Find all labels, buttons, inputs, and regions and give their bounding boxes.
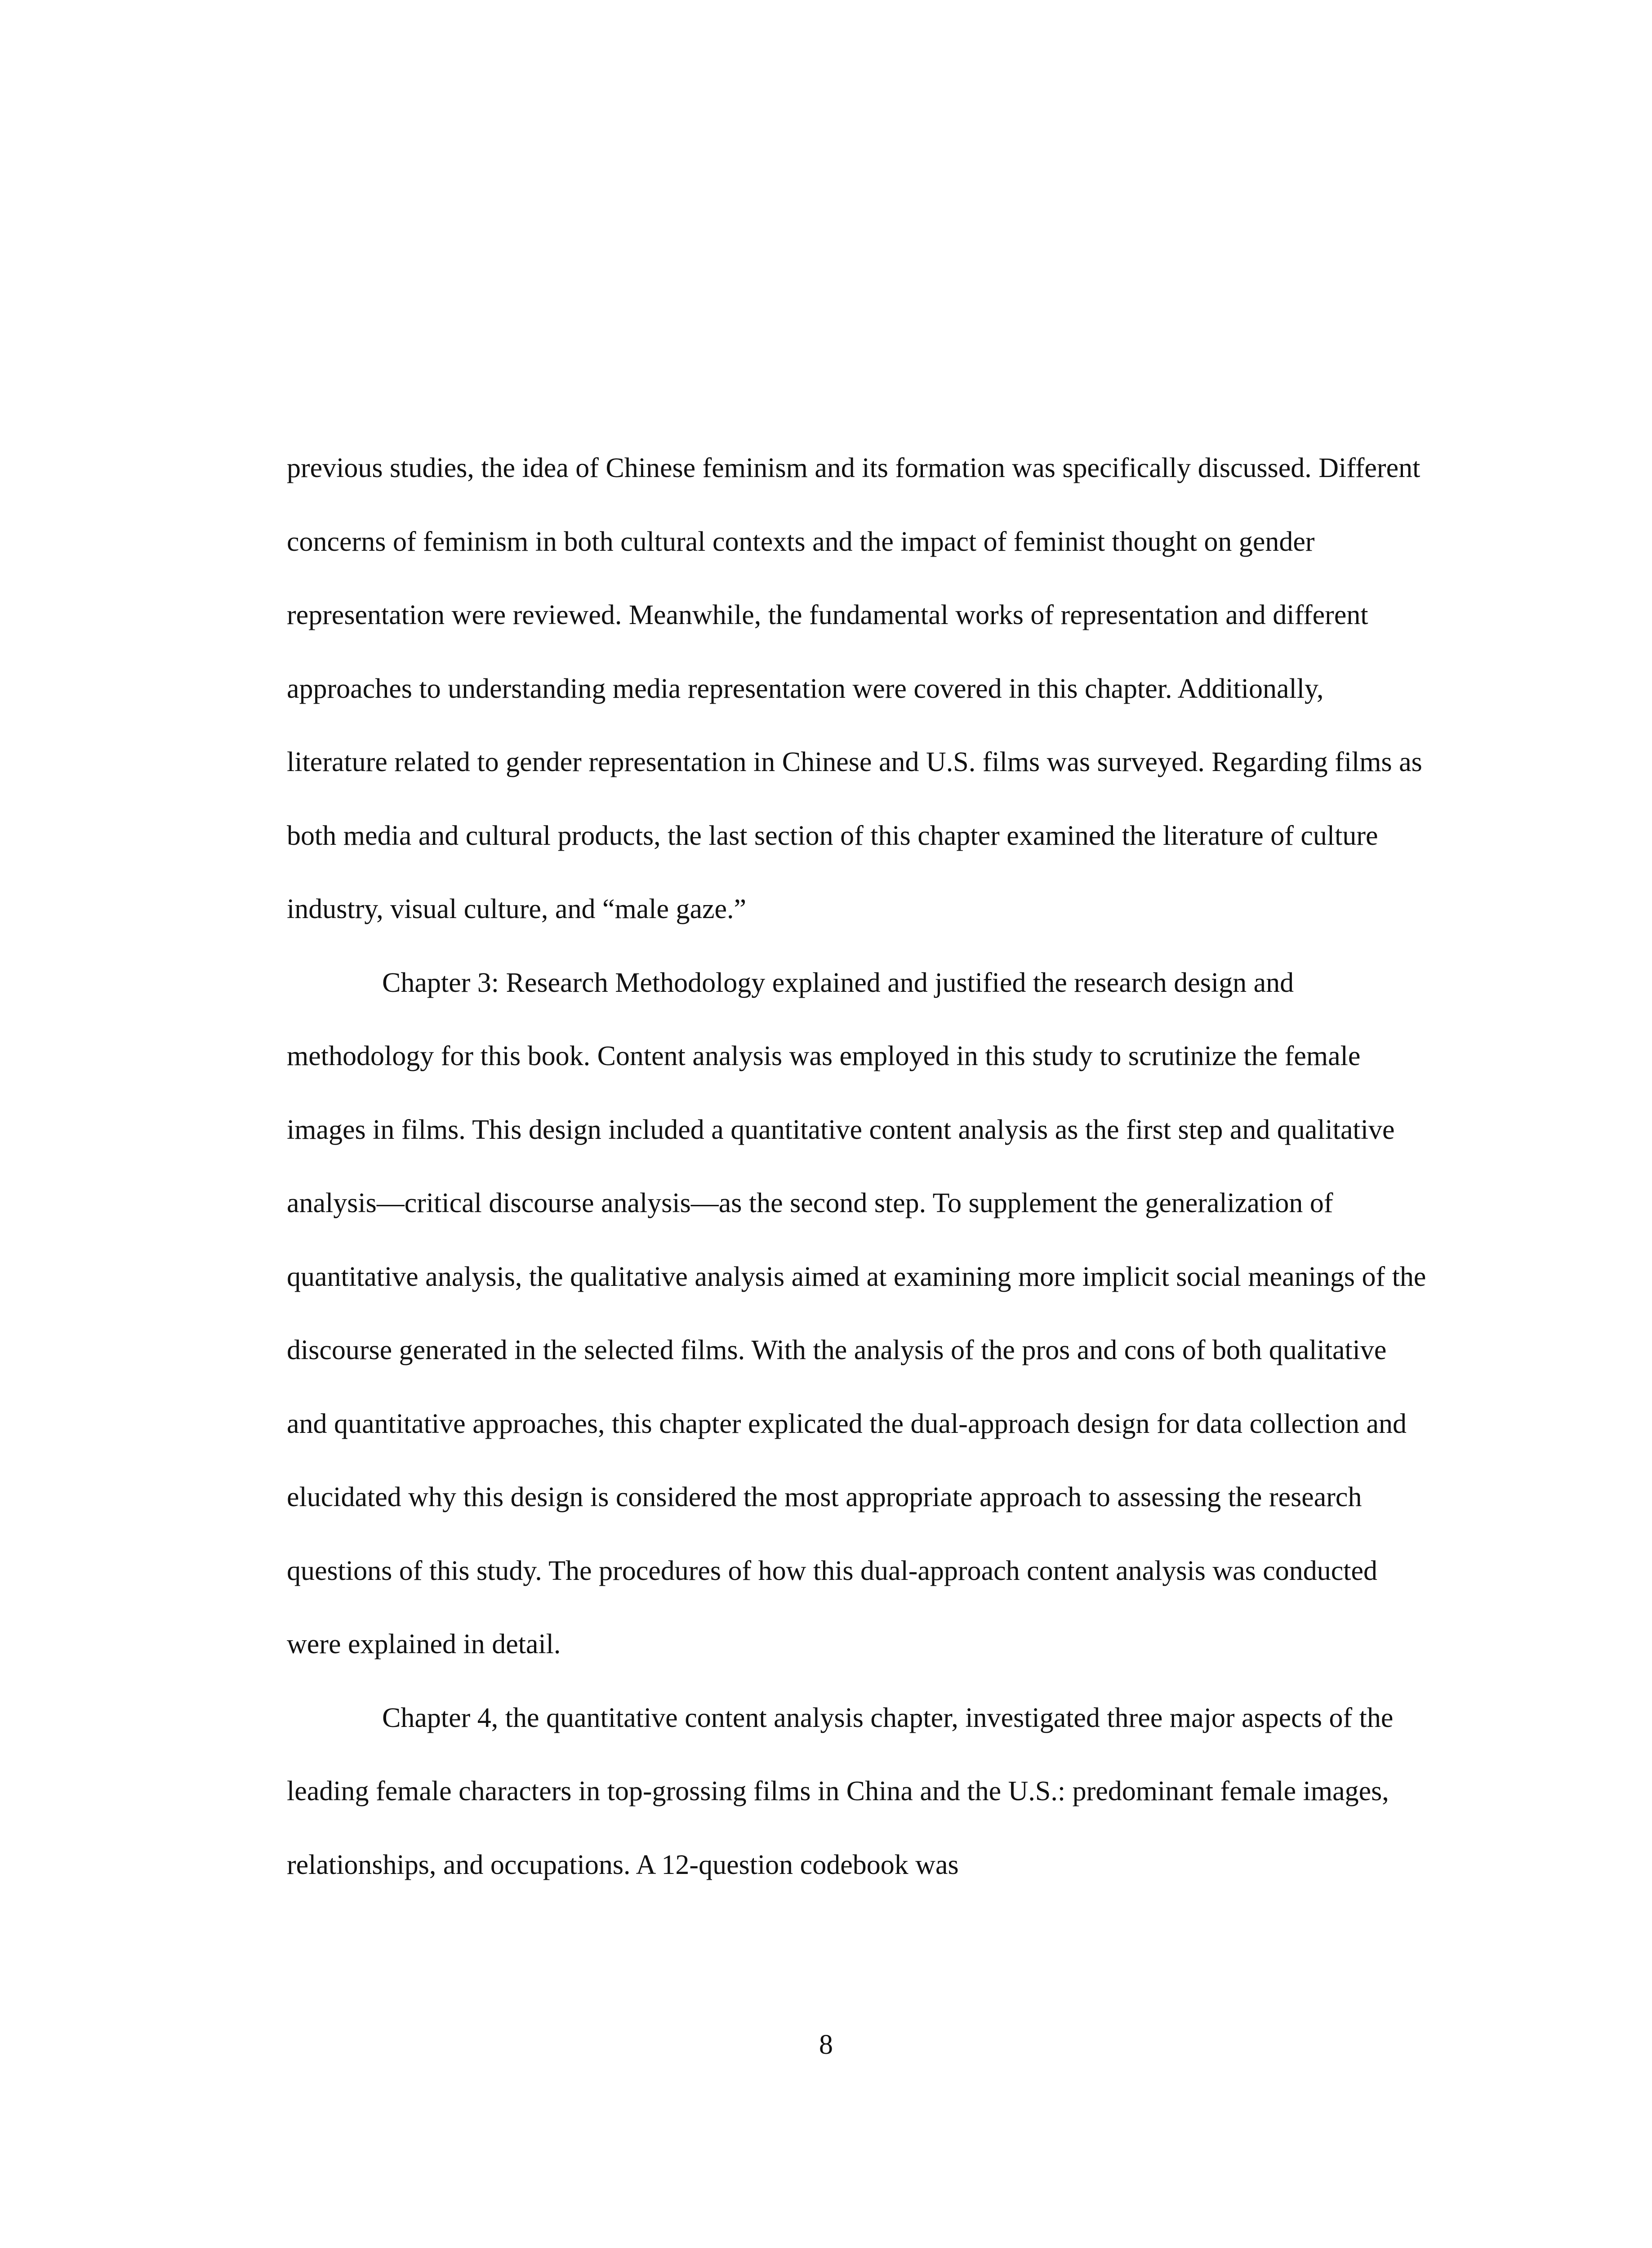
- paragraph-3: Chapter 4, the quantitative content analysis chapter, investigated three major aspects of the leading female characters in top-grossing films in China and the U.S.: predominant female images, relationships, and occupations. A 12-question codebook was: [287, 1702, 1394, 1880]
- body-text: [287, 432, 1429, 1902]
- paragraph-2: Chapter 3: Research Methodology explained and justified the research design and methodology for this book. Content analysis was employed in this study to scrutinize the female images in films. This design included a quantitative content analysis as the first step and qualitative analysis—critical discourse analysis—as the second step. To supplement the generalization of quantitative analysis, the qualitative analysis aimed at examining more implicit social meanings of the discourse generated in the selected films. With the analysis of the pros and cons of both qualitative and quantitative approaches, this chapter explicated the dual-approach design for data collection and elucidated why this design is considered the most appropriate approach to assessing the research questions of this study. The procedures of how this dual-approach content analysis was conducted were explained in detail.: [287, 967, 1426, 1659]
- paragraph-1: previous studies, the idea of Chinese feminism and its formation was specifically discussed. Different concerns of feminism in both cultural contexts and the impact of feminist thought on gender representation were reviewed. Meanwhile, the fundamental works of representation and different approaches to understanding media representation were covered in this chapter. Additionally, literature related to gender representation in Chinese and U.S. films was surveyed. Regarding films as both media and cultural products, the last section of this chapter examined the literature of culture industry, visual culture, and “male gaze.”: [287, 453, 1422, 924]
- page-number: 8: [819, 2029, 833, 2060]
